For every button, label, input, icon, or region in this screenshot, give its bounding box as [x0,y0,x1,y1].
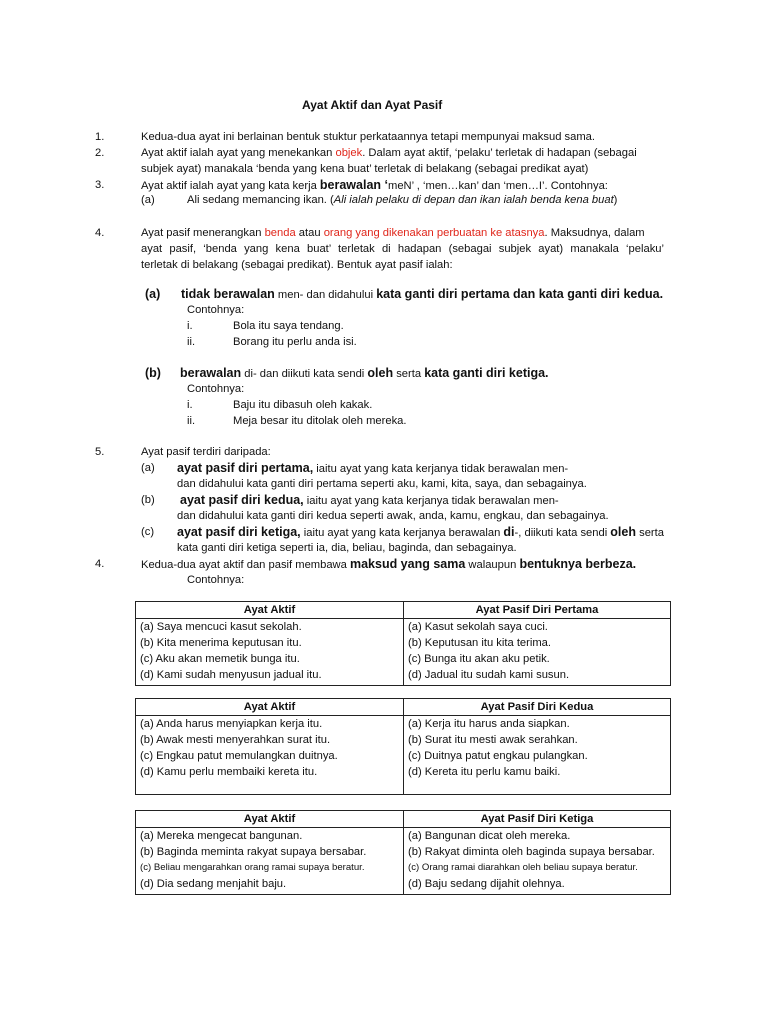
text-run: walaupun [465,559,520,571]
item-number: 5. [95,446,105,458]
point-4-line1 [141,225,645,241]
table-line: (b) Rakyat diminta oleh baginda supaya bersabar. [408,846,655,858]
table-line: (d) Kereta itu perlu kamu baiki. [408,766,561,778]
point-2-line1 [141,145,637,161]
point-4-line2: ayat pasif, ‘benda yang kena buat’ terletak di hadapan (sebagai subjek ayat) manakala ‘pelaku’ [141,243,664,255]
section-b-label: (b) [145,366,161,380]
example-label: (a) [141,194,155,206]
table-line: (b) Keputusan itu kita terima. [408,637,552,649]
table-line: (d) Baju sedang dijahit olehnya. [408,878,565,890]
table-line: (c) Duitnya patut engkau pulangkan. [408,750,588,762]
comparison-table-1 [135,601,671,686]
section-a-heading [181,286,663,303]
bold-run: oleh [610,525,636,539]
sub-label: (b) [141,494,155,506]
text-run: atau [295,227,324,239]
table-line: (b) Kita menerima keputusan itu. [140,637,302,649]
contoh-label: Contohnya: [187,304,245,316]
bold-run: ayat pasif diri kedua, [180,493,304,507]
table-header: Ayat Pasif Diri Pertama [404,602,671,619]
bold-run: tidak berawalan [181,287,275,301]
table-header-row [136,602,671,619]
table-header-row [136,699,671,716]
table-line: (d) Jadual itu sudah kami susun. [408,669,570,681]
table-line: (c) Engkau patut memulangkan duitnya. [140,750,338,762]
text-run: Ali sedang memancing ikan. ( [187,194,334,206]
point-3-example [187,192,617,208]
text-run: Ayat aktif ialah ayat yang kata kerja [141,180,320,192]
table-line: (a) Kasut sekolah saya cuci. [408,621,548,633]
point-5a-line2: dan didahului kata ganti diri pertama seperti aku, kami, kita, saya, dan sebagainya. [177,478,587,490]
italic-note: Ali ialah pelaku di depan dan ikan ialah benda kena buat [333,194,614,206]
item-number: 4. [95,558,105,570]
table-header: Ayat Aktif [136,699,404,716]
text-run: Ayat pasif menerangkan [141,227,265,239]
list-number: i. [187,399,193,411]
text-run: -, diikuti kata sendi [514,527,611,539]
list-number: ii. [187,336,196,348]
table-line: (c) Beliau mengarahkan orang ramai supaya beratur. [140,862,365,873]
text-run: . Maksudnya, dalam [544,227,645,239]
text-run: Ayat aktif ialah ayat yang menekankan [141,147,336,159]
text-run: . Dalam ayat aktif, ‘pelaku’ terletak di hadapan (sebagai [362,147,637,159]
point-2-line2: subjek ayat) manakala ‘benda yang kena buat’ terletak di belakang (sebagai predikat ayat) [141,163,589,175]
table-header: Ayat Aktif [136,811,404,828]
list-item: Baju itu dibasuh oleh kakak. [233,399,373,411]
table-header: Ayat Aktif [136,602,404,619]
table-line: (a) Anda harus menyiapkan kerja itu. [140,718,323,730]
table-cell-active [136,619,404,686]
bold-berawalan: berawalan ‘ [319,178,388,192]
table-line: (a) Bangunan dicat oleh mereka. [408,830,571,842]
item-number: 2. [95,147,105,159]
section-b-heading [180,365,549,382]
list-item: Bola itu saya tendang. [233,320,344,332]
list-number: i. [187,320,193,332]
contoh-label: Contohnya: [187,574,245,586]
section-a-label: (a) [145,287,161,301]
bold-run: ayat pasif diri ketiga, [177,525,301,539]
table-cell-passive [404,619,671,686]
bold-run: bentuknya berbeza. [519,557,637,571]
text-run: iaitu ayat yang kata kerjanya berawalan [300,527,504,539]
bold-run: ayat pasif diri pertama, [177,461,314,475]
sub-label: (a) [141,462,155,474]
text-run: serta [393,368,425,380]
list-item: Borang itu perlu anda isi. [233,336,357,348]
highlight-objek: objek [335,147,363,159]
bold-run: oleh [367,366,394,380]
bold-run: berawalan [180,366,242,380]
bold-run: kata ganti diri ketiga. [424,366,549,380]
point-5c-line1 [177,524,664,541]
table-line: (d) Kami sudah menyusun jadual itu. [140,669,322,681]
point-5a-line1 [177,460,568,477]
text-run: iaitu ayat yang kata kerjanya tidak berawalan men- [303,495,559,507]
highlight-benda: benda [264,227,296,239]
list-number: ii. [187,415,196,427]
table-row [136,619,671,686]
comparison-table-2 [135,698,671,795]
item-number: 3. [95,179,105,191]
table-line: (a) Kerja itu harus anda siapkan. [408,718,570,730]
text-run: di- dan diikuti kata sendi [241,368,368,380]
table-line: (a) Mereka mengecat bangunan. [140,830,303,842]
bold-run: maksud yang sama [349,557,466,571]
page-title: Ayat Aktif dan Ayat Pasif [302,98,443,112]
text-run: iaitu ayat yang kata kerjanya tidak berawalan men- [313,463,569,475]
table-line: (c) Orang ramai diarahkan oleh beliau supaya beratur. [408,862,638,873]
table-cell-passive [404,716,671,795]
text-run: Kedua-dua ayat aktif dan pasif membawa [141,559,350,571]
point-5b-line1 [180,492,559,509]
table-line: (d) Kamu perlu membaiki kereta itu. [140,766,318,778]
bold-run: di [503,525,515,539]
table-cell-active [136,716,404,795]
table-line: (b) Surat itu mesti awak serahkan. [408,734,578,746]
table-header: Ayat Pasif Diri Kedua [404,699,671,716]
point-4-line3: terletak di belakang (sebagai predikat). Bentuk ayat pasif ialah: [141,259,453,271]
table-row [136,716,671,795]
table-cell-passive [404,828,671,895]
point-6-line1 [141,556,636,573]
point-1-text: Kedua-dua ayat ini berlainan bentuk stuktur perkataannya tetapi mempunyai maksud sama. [141,131,595,143]
list-item: Meja besar itu ditolak oleh mereka. [233,415,407,427]
table-row [136,828,671,895]
table-line: (b) Baginda meminta rakyat supaya bersabar. [140,846,367,858]
comparison-table-3 [135,810,671,895]
item-number: 4. [95,227,105,239]
text-run: meN’ , ‘men…kan’ dan ‘men…I’. Contohnya: [388,180,608,192]
table-line: (c) Bunga itu akan aku petik. [408,653,550,665]
table-line: (b) Awak mesti menyerahkan surat itu. [140,734,331,746]
point-5b-line2: dan didahului kata ganti diri kedua seperti awak, anda, kamu, engkau, dan sebagainya. [177,510,609,522]
table-header: Ayat Pasif Diri Ketiga [404,811,671,828]
text-run: ) [613,194,618,206]
point-5-text: Ayat pasif terdiri daripada: [141,446,271,458]
table-cell-active [136,828,404,895]
sub-label: (c) [141,526,155,538]
bold-run: kata ganti diri pertama dan kata ganti diri kedua. [376,287,664,301]
text-run: men- dan didahului [274,289,377,301]
text-run: serta [636,527,664,539]
table-line: (d) Dia sedang menjahit baju. [140,878,287,890]
table-header-row [136,811,671,828]
table-line: (c) Aku akan memetik bunga itu. [140,653,300,665]
item-number: 1. [95,131,105,143]
highlight-orang: orang yang dikenakan perbuatan ke atasnya [323,227,545,239]
point-5c-line2: kata ganti diri ketiga seperti ia, dia, beliau, baginda, dan sebagainya. [177,542,517,554]
table-line: (a) Saya mencuci kasut sekolah. [140,621,302,633]
contoh-label: Contohnya: [187,383,245,395]
